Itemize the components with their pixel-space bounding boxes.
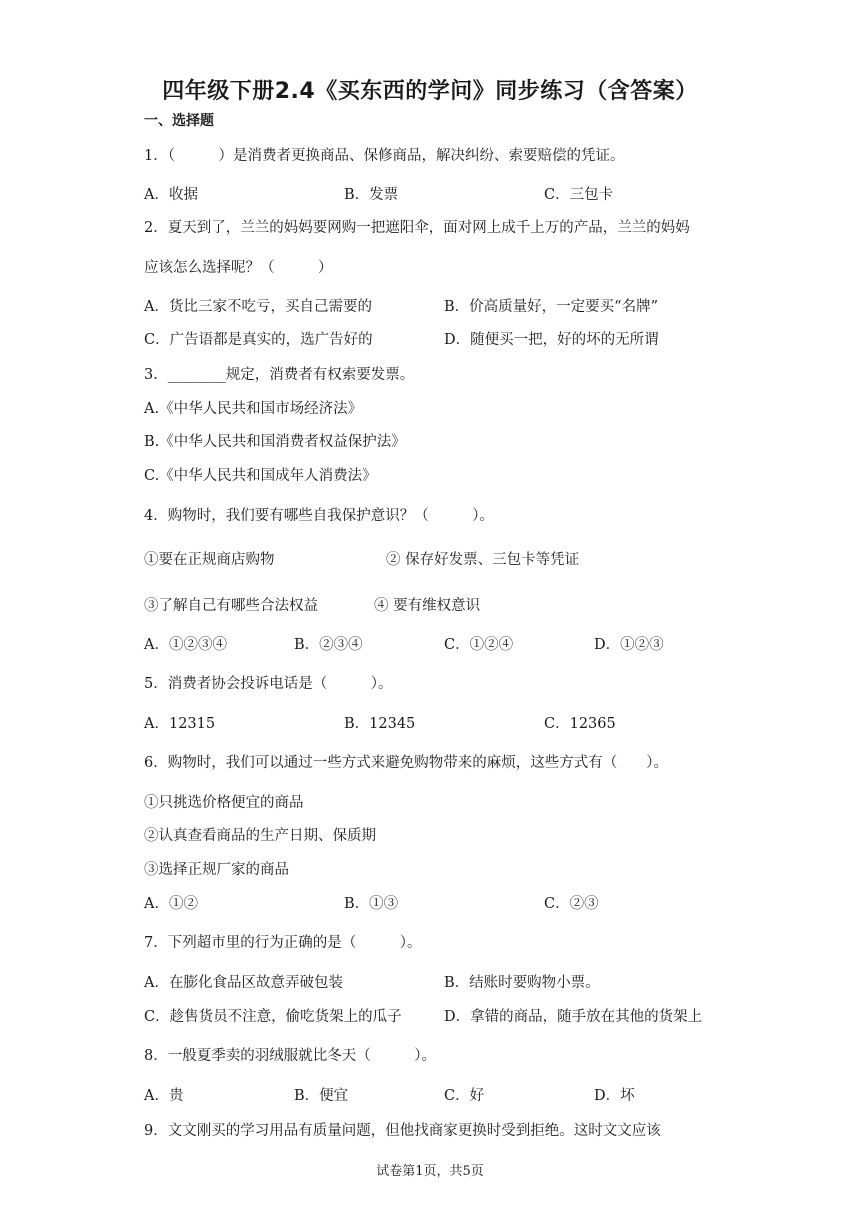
question-1-option-c: C．三包卡 [544, 187, 614, 203]
page-footer: 试卷第1页，共5页 [376, 1164, 484, 1179]
question-8-option-c: C．好 [444, 1088, 485, 1104]
question-2-stem-line-1: 2．夏天到了，兰兰的妈妈要网购一把遮阳伞，面对网上成千上万的产品，兰兰的妈妈 [144, 220, 690, 236]
question-4-stem: 4．购物时，我们要有哪些自我保护意识？（ ）。 [144, 508, 494, 524]
question-3-option-c: C.《中华人民共和国成年人消费法》 [144, 468, 377, 484]
question-8-stem: 8．一般夏季卖的羽绒服就比冬天（ ）。 [144, 1048, 436, 1064]
question-9-stem: 9．文文刚买的学习用品有质量问题，但他找商家更换时受到拒绝。这时文文应该 [144, 1123, 661, 1139]
question-8-option-b: B．便宜 [294, 1088, 349, 1104]
question-1-stem: 1．（ ）是消费者更换商品、保修商品，解决纠纷、索要赔偿的凭证。 [144, 148, 625, 164]
question-8-option-a: A．贵 [144, 1088, 184, 1104]
page-title: 四年级下册2.4《买东西的学问》同步练习（含答案） [162, 79, 698, 104]
question-2-option-a: A．货比三家不吃亏，买自己需要的 [144, 299, 372, 315]
question-2-option-c: C．广告语都是真实的，选广告好的 [144, 332, 373, 348]
question-5-option-c: C．12365 [544, 716, 616, 732]
question-7-option-a: A．在膨化食品区故意弄破包装 [144, 975, 343, 991]
question-6-option-a: A．①② [144, 896, 198, 912]
question-7-option-d: D．拿错的商品，随手放在其他的货架上 [444, 1009, 703, 1025]
question-2-option-b: B．价高质量好，一定要买“名牌” [444, 299, 658, 315]
question-6-option-b: B．①③ [344, 896, 399, 912]
question-4-statement-2: ② 保存好发票、三包卡等凭证 [386, 552, 580, 568]
question-6-option-c: C．②③ [544, 896, 599, 912]
question-7-option-c: C．趁售货员不注意，偷吃货架上的瓜子 [144, 1009, 402, 1025]
question-4-option-d: D．①②③ [594, 637, 664, 653]
question-4-option-a: A．①②③④ [144, 637, 227, 653]
question-8-option-d: D．坏 [594, 1088, 635, 1104]
question-2-option-d: D．随便买一把，好的坏的无所谓 [444, 332, 659, 348]
question-5-option-b: B．12345 [344, 716, 416, 732]
question-6-statement-1: ①只挑选价格便宜的商品 [144, 795, 304, 811]
question-4-statement-1: ①要在正规商店购物 [144, 552, 275, 568]
question-6-statement-3: ③选择正规厂家的商品 [144, 862, 289, 878]
question-2-stem-line-2: 应该怎么选择呢？（ ） [144, 260, 333, 276]
question-5-stem: 5．消费者协会投诉电话是（ ）。 [144, 676, 393, 692]
question-5-option-a: A．12315 [144, 716, 216, 732]
question-6-statement-2: ②认真查看商品的生产日期、保质期 [144, 828, 376, 844]
question-1-option-a: A．收据 [144, 187, 198, 203]
question-4-option-b: B．②③④ [294, 637, 363, 653]
section-heading: 一、选择题 [144, 113, 214, 129]
question-3-option-a: A.《中华人民共和国市场经济法》 [144, 401, 363, 417]
question-4-statement-3: ③了解自己有哪些合法权益 [144, 598, 318, 614]
question-1-option-b: B．发票 [344, 187, 399, 203]
question-7-option-b: B．结账时要购物小票。 [444, 975, 600, 991]
question-3-option-b: B.《中华人民共和国消费者权益保护法》 [144, 434, 406, 450]
question-4-option-c: C．①②④ [444, 637, 514, 653]
question-7-stem: 7．下列超市里的行为正确的是（ ）。 [144, 935, 422, 951]
question-6-stem: 6．购物时，我们可以通过一些方式来避免购物带来的麻烦，这些方式有（ ）。 [144, 755, 668, 771]
question-4-statement-4: ④ 要有维权意识 [374, 598, 481, 614]
question-3-stem: 3．________规定，消费者有权索要发票。 [144, 367, 415, 383]
